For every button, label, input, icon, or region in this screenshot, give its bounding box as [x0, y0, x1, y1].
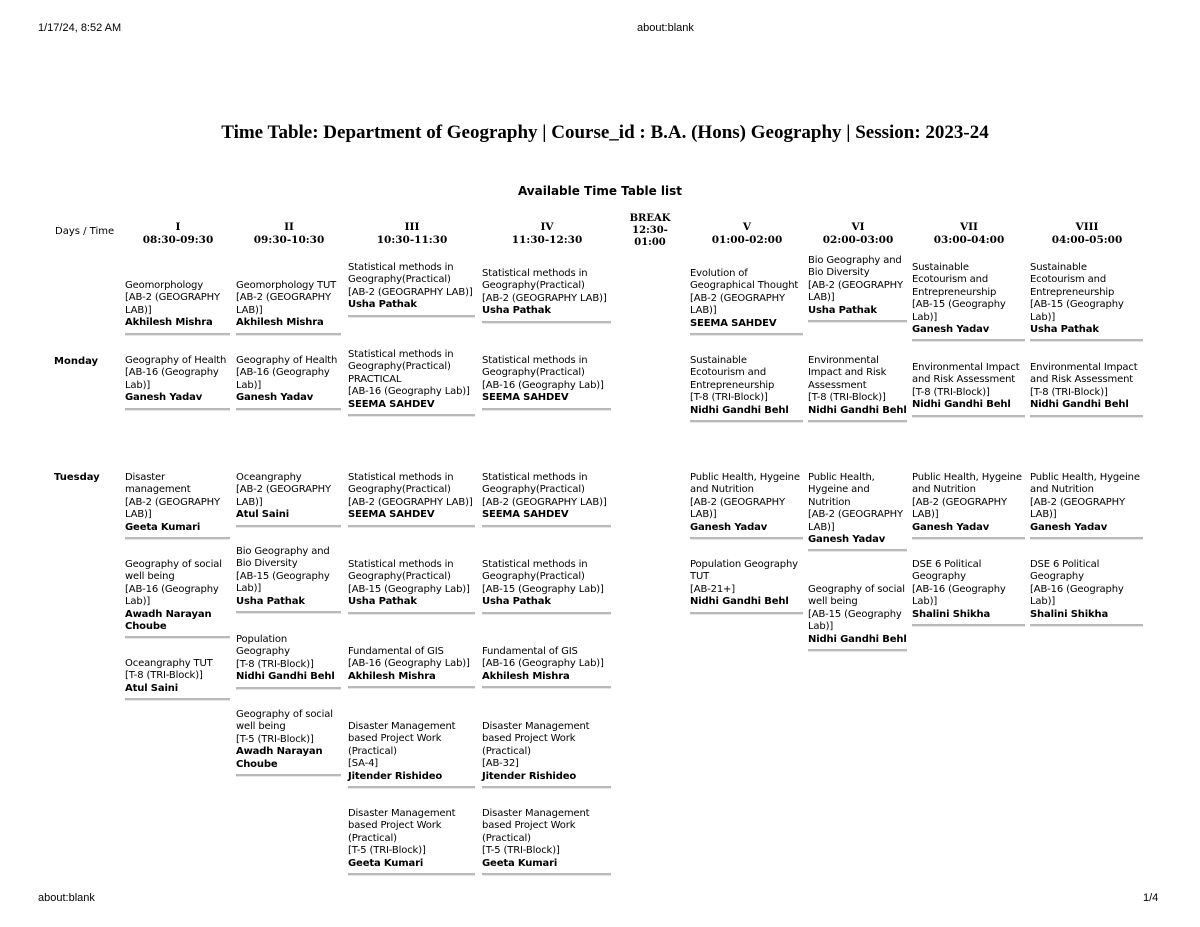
faculty-name: Akhilesh Mishra [348, 670, 436, 682]
class-entry [690, 472, 803, 540]
list-title: Available Time Table list [517, 184, 683, 198]
course-info: Disaster Management based Project Work (Practical) [SA-4] [348, 721, 456, 770]
course-info: Disaster Management based Project Work (Practical) [T-5 (TRI-Block)] [348, 808, 456, 857]
day-label: Monday [54, 356, 99, 367]
period-time: 09:30-10:30 [253, 233, 325, 246]
entry-divider [348, 873, 475, 876]
period-header [482, 221, 612, 246]
faculty-name: Usha Pathak [808, 304, 877, 316]
course-info: Geography of social well being [AB-15 (Geography Lab)] [808, 584, 905, 633]
class-entry [808, 472, 907, 552]
class-entry [482, 559, 611, 615]
faculty-name: SEEMA SAHDEV [348, 509, 435, 521]
period-header [808, 221, 908, 246]
faculty-name: Nidhi Gandhi Behl [912, 399, 1011, 411]
class-entry [236, 546, 341, 614]
faculty-name: Usha Pathak [348, 596, 417, 608]
period-label: VI [851, 221, 865, 233]
print-url: about:blank [637, 22, 694, 34]
faculty-name: Usha Pathak [1030, 324, 1099, 336]
class-entry [236, 280, 341, 336]
class-entry [482, 355, 611, 411]
faculty-name: Geeta Kumari [482, 857, 558, 869]
class-entry [125, 658, 230, 701]
entry-divider [236, 611, 341, 614]
faculty-name: SEEMA SAHDEV [690, 317, 777, 329]
class-entry [236, 355, 341, 411]
faculty-name: Usha Pathak [482, 305, 551, 317]
course-info: Geography of social well being [T-5 (TRI-Block)] [236, 709, 333, 745]
course-info: Population Geography [T-8 (TRI-Block)] [236, 634, 314, 670]
class-entry [482, 268, 611, 324]
entry-divider [348, 686, 475, 689]
course-info: Sustainable Ecotourism and Entrepreneurship [AB-15 (Geography Lab)] [912, 262, 1006, 323]
period-label: V [742, 221, 752, 233]
faculty-name: Atul Saini [236, 509, 289, 521]
faculty-name: Usha Pathak [482, 596, 551, 608]
course-info: Geography of Health [AB-16 (Geography Lab)] [236, 355, 338, 391]
period-header [690, 221, 804, 246]
entry-divider [236, 525, 341, 528]
entry-divider [125, 333, 230, 336]
faculty-name: Ganesh Yadav [808, 534, 886, 546]
period-label: III [404, 221, 420, 233]
entry-divider [236, 774, 341, 777]
class-entry [808, 355, 907, 423]
class-entry [348, 721, 475, 789]
entry-divider [1030, 339, 1143, 342]
faculty-name: Ganesh Yadav [1030, 521, 1108, 533]
period-label: I [175, 221, 181, 233]
faculty-name: Akhilesh Mishra [482, 670, 570, 682]
entry-divider [912, 415, 1025, 418]
entry-divider [482, 873, 611, 876]
entry-divider [482, 612, 611, 615]
period-label: II [284, 221, 294, 233]
print-datetime: 1/17/24, 8:52 AM [38, 22, 122, 34]
period-label: BREAK [629, 213, 671, 224]
faculty-name: SEEMA SAHDEV [482, 509, 569, 521]
course-info: Statistical methods in Geography(Practical) [AB-2 (GEOGRAPHY LAB)] [348, 262, 473, 298]
entry-divider [690, 420, 803, 423]
course-info: Geomorphology [AB-2 (GEOGRAPHY LAB)] [125, 280, 220, 316]
faculty-name: Atul Saini [125, 682, 178, 694]
period-label: VIII [1075, 221, 1099, 233]
faculty-name: Nidhi Gandhi Behl [1030, 399, 1129, 411]
faculty-name: Jitender Rishideo [482, 770, 577, 782]
entry-divider [482, 321, 611, 324]
entry-divider [482, 408, 611, 411]
class-entry [912, 262, 1025, 342]
class-entry [348, 559, 475, 615]
period-header [1030, 221, 1144, 246]
period-time: 03:00-04:00 [933, 233, 1005, 246]
class-entry [482, 808, 611, 876]
faculty-name: Awadh Narayan Choube [125, 608, 212, 633]
course-info: Sustainable Ecotourism and Entrepreneurship [AB-15 (Geography Lab)] [1030, 262, 1124, 323]
course-info: Statistical methods in Geography(Practical) [AB-16 (Geography Lab)] [482, 355, 604, 391]
class-entry [348, 262, 475, 318]
faculty-name: Awadh Narayan Choube [236, 746, 323, 770]
class-entry [912, 362, 1025, 418]
period-header [348, 221, 476, 246]
class-entry [236, 709, 341, 777]
period-time: 01:00-02:00 [711, 233, 783, 246]
entry-divider [125, 537, 230, 540]
page-number: 1/4 [1143, 892, 1159, 904]
course-info: Public Health, Hygeine and Nutrition [AB-2 (GEOGRAPHY LAB)] [808, 472, 903, 533]
period-header [912, 221, 1026, 246]
entry-divider [690, 537, 803, 540]
entry-divider [912, 339, 1025, 342]
corner-label: Days / Time [55, 226, 115, 237]
class-entry [125, 280, 230, 336]
period-time: 02:00-03:00 [822, 233, 894, 246]
class-entry [1030, 559, 1143, 627]
class-entry [348, 472, 475, 528]
class-entry [482, 721, 611, 789]
entry-divider [1030, 415, 1143, 418]
course-info: Geomorphology TUT [AB-2 (GEOGRAPHY LAB)] [236, 280, 337, 316]
faculty-name: Nidhi Gandhi Behl [808, 633, 907, 645]
entry-divider [125, 408, 230, 411]
class-entry [808, 584, 907, 652]
class-entry [690, 559, 803, 615]
faculty-name: Geeta Kumari [348, 857, 424, 869]
entry-divider [482, 686, 611, 689]
entry-divider [348, 315, 475, 318]
class-entry [482, 472, 611, 528]
entry-divider [482, 525, 611, 528]
course-info: Statistical methods in Geography(Practical) [AB-2 (GEOGRAPHY LAB)] [482, 472, 607, 508]
class-entry [912, 472, 1025, 540]
course-info: Statistical methods in Geography(Practical) [AB-15 (Geography Lab)] [348, 559, 470, 595]
faculty-name: Ganesh Yadav [690, 521, 768, 533]
class-entry [808, 255, 907, 323]
faculty-name: Usha Pathak [348, 299, 417, 311]
entry-divider [236, 408, 341, 411]
entry-divider [236, 333, 341, 336]
course-info: DSE 6 Political Geography [AB-16 (Geography Lab)] [1030, 559, 1124, 608]
class-entry [1030, 262, 1143, 342]
faculty-name: Shalini Shikha [1030, 608, 1109, 620]
course-info: Environmental Impact and Risk Assessment [T-8 (TRI-Block)] [808, 355, 887, 404]
course-info: Fundamental of GIS [AB-16 (Geography Lab)] [348, 646, 470, 670]
class-entry [690, 355, 803, 423]
course-info: Disaster management [AB-2 (GEOGRAPHY LAB)] [125, 472, 220, 521]
entry-divider [808, 649, 907, 652]
period-time: 10:30-11:30 [376, 233, 448, 246]
faculty-name: Shalini Shikha [912, 608, 991, 620]
entry-divider [348, 525, 475, 528]
entry-divider [808, 320, 907, 323]
class-entry [912, 559, 1025, 627]
entry-divider [808, 420, 907, 423]
course-info: Population Geography TUT [AB-21+] [690, 559, 798, 595]
day-label: Tuesday [54, 472, 100, 483]
course-info: Oceangraphy [AB-2 (GEOGRAPHY LAB)] [236, 472, 331, 508]
class-entry [1030, 362, 1143, 418]
entry-divider [348, 414, 475, 417]
course-info: Environmental Impact and Risk Assessment [T-8 (TRI-Block)] [1030, 362, 1138, 398]
course-info: Environmental Impact and Risk Assessment [T-8 (TRI-Block)] [912, 362, 1020, 398]
class-entry [690, 268, 803, 336]
course-info: Statistical methods in Geography(Practical) [AB-15 (Geography Lab)] [482, 559, 604, 595]
class-entry [125, 559, 230, 639]
footer-url: about:blank [38, 892, 95, 904]
faculty-name: Akhilesh Mishra [125, 317, 213, 329]
course-info: Statistical methods in Geography(Practical) [AB-2 (GEOGRAPHY LAB)] [348, 472, 473, 508]
faculty-name: Nidhi Gandhi Behl [236, 671, 335, 683]
faculty-name: Akhilesh Mishra [236, 317, 324, 329]
faculty-name: Ganesh Yadav [236, 392, 314, 404]
course-info: Disaster Management based Project Work (Practical) [AB-32] [482, 721, 590, 770]
entry-divider [125, 636, 230, 639]
entry-divider [125, 698, 230, 701]
class-entry [348, 646, 475, 689]
period-header [624, 213, 676, 249]
period-label: VII [960, 221, 978, 233]
period-time: 11:30-12:30 [511, 233, 583, 246]
class-entry [125, 355, 230, 411]
entry-divider [912, 537, 1025, 540]
class-entry [236, 634, 341, 690]
course-info: DSE 6 Political Geography [AB-16 (Geography Lab)] [912, 559, 1006, 608]
entry-divider [690, 333, 803, 336]
course-info: Statistical methods in Geography(Practical) [AB-2 (GEOGRAPHY LAB)] [482, 268, 607, 304]
period-time: 12:30-01:00 [632, 225, 668, 248]
class-entry [125, 472, 230, 540]
faculty-name: SEEMA SAHDEV [482, 392, 569, 404]
course-info: Geography of social well being [AB-16 (Geography Lab)] [125, 559, 222, 608]
course-info: Public Health, Hygeine and Nutrition [AB-2 (GEOGRAPHY LAB)] [690, 472, 800, 521]
class-entry [482, 646, 611, 689]
faculty-name: Nidhi Gandhi Behl [808, 404, 907, 416]
faculty-name: Usha Pathak [236, 595, 305, 607]
entry-divider [1030, 537, 1143, 540]
course-info: Sustainable Ecotourism and Entrepreneurship [T-8 (TRI-Block)] [690, 355, 775, 404]
course-info: Disaster Management based Project Work (Practical) [T-5 (TRI-Block)] [482, 808, 590, 857]
course-info: Bio Geography and Bio Diversity [AB-2 (GEOGRAPHY LAB)] [808, 255, 903, 304]
period-label: IV [540, 221, 554, 233]
course-info: Public Health, Hygeine and Nutrition [AB-2 (GEOGRAPHY LAB)] [912, 472, 1022, 521]
faculty-name: Geeta Kumari [125, 521, 201, 533]
class-entry [1030, 472, 1143, 540]
course-info: Fundamental of GIS [AB-16 (Geography Lab)] [482, 646, 604, 670]
course-info: Statistical methods in Geography(Practical) PRACTICAL [AB-16 (Geography Lab)] [348, 349, 470, 398]
faculty-name: Ganesh Yadav [912, 521, 990, 533]
faculty-name: Nidhi Gandhi Behl [690, 596, 789, 608]
course-info: Geography of Health [AB-16 (Geography Lab)] [125, 355, 227, 391]
entry-divider [912, 624, 1025, 627]
entry-divider [348, 612, 475, 615]
entry-divider [348, 786, 475, 789]
course-info: Evolution of Geographical Thought [AB-2 (GEOGRAPHY LAB)] [690, 268, 799, 317]
course-info: Public Health, Hygeine and Nutrition [AB-2 (GEOGRAPHY LAB)] [1030, 472, 1140, 521]
entry-divider [482, 786, 611, 789]
entry-divider [236, 687, 341, 690]
course-info: Oceangraphy TUT [T-8 (TRI-Block)] [125, 658, 213, 682]
faculty-name: SEEMA SAHDEV [348, 398, 435, 410]
faculty-name: Ganesh Yadav [125, 392, 203, 404]
period-time: 04:00-05:00 [1051, 233, 1123, 246]
period-header [125, 221, 231, 246]
period-time: 08:30-09:30 [142, 233, 214, 246]
faculty-name: Jitender Rishideo [348, 770, 443, 782]
page-title: Time Table: Department of Geography | Course_id : B.A. (Hons) Geography | Session: 2023-24 [221, 122, 989, 143]
entry-divider [808, 549, 907, 552]
class-entry [348, 808, 475, 876]
period-header [236, 221, 342, 246]
faculty-name: Nidhi Gandhi Behl [690, 404, 789, 416]
entry-divider [1030, 624, 1143, 627]
class-entry [236, 472, 341, 528]
course-info: Bio Geography and Bio Diversity [AB-15 (Geography Lab)] [236, 546, 330, 595]
faculty-name: Ganesh Yadav [912, 324, 990, 336]
entry-divider [690, 612, 803, 615]
class-entry [348, 349, 475, 417]
